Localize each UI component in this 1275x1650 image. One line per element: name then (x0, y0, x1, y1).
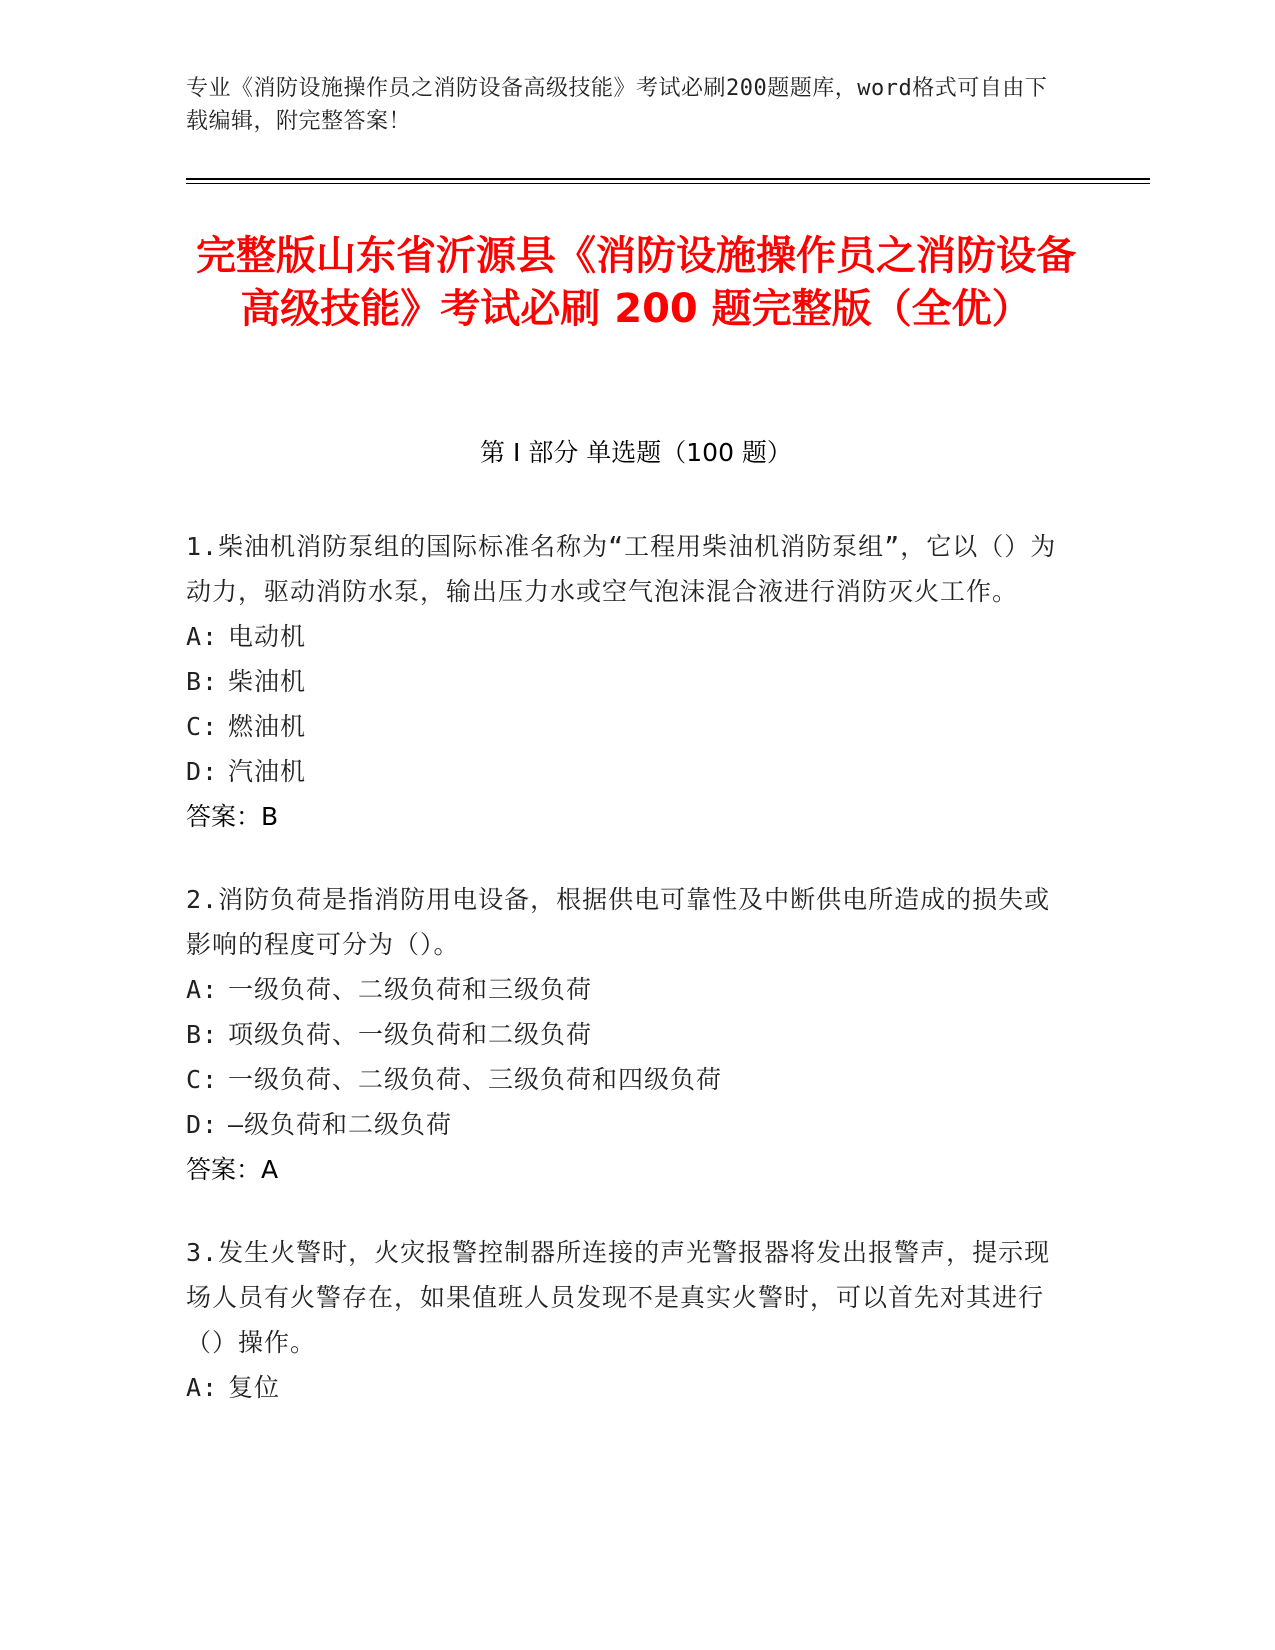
answer-line: 答案：B (186, 802, 279, 831)
option-key: C: (186, 1065, 219, 1094)
question-stem: 1.柴油机消防泵组的国际标准名称为“工程用柴油机消防泵组”，它以（）为动力，驱动消防水泵，输出压力水或空气泡沫混合液进行消防灭火工作。 (186, 532, 1057, 606)
option-text: —级负荷和二级负荷 (228, 1110, 453, 1139)
option-c (186, 704, 1066, 749)
header-note: 专业《消防设施操作员之消防设备高级技能》考试必刷200题题库，word格式可自由下载编辑，附完整答案！ (186, 76, 1048, 134)
option-text: 一级负荷、二级负荷、三级负荷和四级负荷 (228, 1065, 723, 1094)
option-b (186, 1012, 1066, 1057)
option-a (186, 967, 1066, 1012)
option-text: 电动机 (228, 622, 307, 651)
option-text: 项级负荷、一级负荷和二级负荷 (228, 1020, 593, 1049)
option-key: B: (186, 1020, 219, 1049)
option-text: 一级负荷、二级负荷和三级负荷 (228, 975, 593, 1004)
option-key: B: (186, 667, 219, 696)
option-key: A: (186, 1373, 219, 1402)
question-list (186, 524, 1066, 1448)
option-d (186, 749, 1066, 794)
option-key: C: (186, 712, 219, 741)
option-text: 汽油机 (228, 757, 307, 786)
option-key: A: (186, 975, 219, 1004)
option-d (186, 1102, 1066, 1147)
option-c (186, 1057, 1066, 1102)
option-text: 燃油机 (228, 712, 307, 741)
option-key: D: (186, 1110, 219, 1139)
option-key: A: (186, 622, 219, 651)
option-key: D: (186, 757, 219, 786)
header-divider (186, 178, 1150, 180)
option-text: 复位 (228, 1373, 281, 1402)
question-2 (186, 877, 1066, 1192)
question-stem: 3.发生火警时，火灾报警控制器所连接的声光警报器将发出报警声，提示现场人员有火警存在，如果值班人员发现不是真实火警时，可以首先对其进行（）操作。 (186, 1238, 1051, 1357)
answer-line: 答案：A (186, 1155, 279, 1184)
section-heading: 第 I 部分 单选题（100 题） (480, 438, 792, 467)
question-1 (186, 524, 1066, 839)
option-a (186, 1365, 1066, 1410)
option-text: 柴油机 (228, 667, 307, 696)
option-a (186, 614, 1066, 659)
option-b (186, 659, 1066, 704)
question-stem: 2.消防负荷是指消防用电设备，根据供电可靠性及中断供电所造成的损失或影响的程度可分为（）。 (186, 885, 1051, 959)
document-title: 完整版山东省沂源县《消防设施操作员之消防设备高级技能》考试必刷 200 题完整版（全优） (196, 233, 1076, 332)
question-3 (186, 1230, 1066, 1410)
header-divider-thin (186, 183, 1150, 184)
